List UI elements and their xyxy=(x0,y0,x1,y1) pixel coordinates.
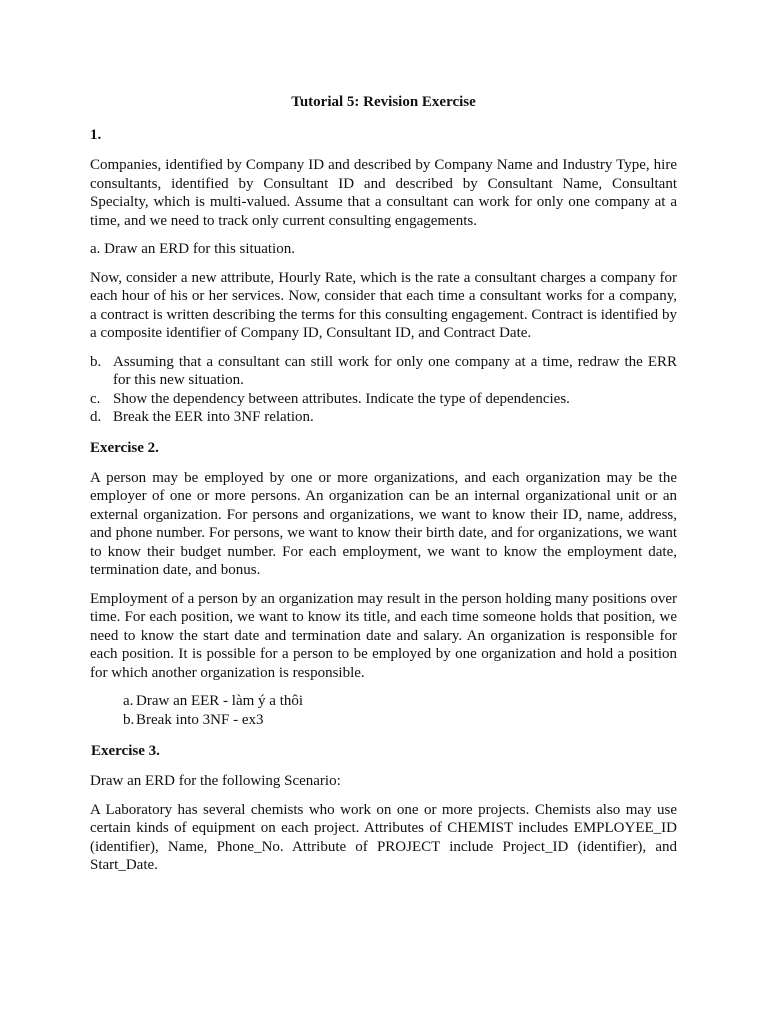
list-item-text: Assuming that a consultant can still work for only one company at a time, redraw the ERR for this new situation. xyxy=(113,353,677,388)
question-1-item-a: a. Draw an ERD for this situation. xyxy=(90,241,295,257)
list-marker: a. xyxy=(123,693,134,709)
question-1-paragraph-2: Now, consider a new attribute, Hourly Rate, which is the rate a consultant charges a company for each hour of his or her services. Now, consider that each time a consultant works for a company, a contract is written describing the terms for this consulting engagement. Contract is identified by a composite identifier of Company ID, Consultant ID, and Contract Date. xyxy=(90,269,677,341)
list-item xyxy=(90,711,677,730)
question-1-paragraph-1: Companies, identified by Company ID and described by Company Name and Industry Type, hire consultants, identified by Consultant ID and described by Consultant Name, Consultant Specialty, which is multi-valued. Assume that a consultant can work for only one company at a time, and we need to track only current consulting engagements. xyxy=(90,157,677,229)
list-marker: b. xyxy=(123,711,135,728)
exercise-2-list xyxy=(90,692,677,729)
list-item xyxy=(90,692,677,711)
list-item-text: Draw an EER - làm ý a thôi xyxy=(136,693,304,709)
question-1-list xyxy=(90,353,677,427)
exercise-3-intro: Draw an ERD for the following Scenario: xyxy=(90,773,341,789)
list-marker: b. xyxy=(90,353,102,370)
exercise-2-paragraph-2: Employment of a person by an organization may result in the person holding many positions over time. For each position, we want to know its title, and each time someone holds that position, we need to know the start date and termination date and salary. An organization is responsible for each position. It is possible for a person to be employed by one organization and hold a position for which another organization is responsible. xyxy=(90,590,677,681)
list-item-text: Break the EER into 3NF relation. xyxy=(113,409,314,425)
exercise-3-paragraph-1: A Laboratory has several chemists who work on one or more projects. Chemists also may use certain kinds of equipment on each project. Attributes of CHEMIST includes EMPLOYEE_ID (identifier), Name, Phone_No. Attribute of PROJECT include Project_ID (identifier), and Start_Date. xyxy=(90,801,677,873)
list-item-text: Show the dependency between attributes. Indicate the type of dependencies. xyxy=(113,390,570,407)
list-item xyxy=(90,408,677,427)
document-title: Tutorial 5: Revision Exercise xyxy=(291,94,476,110)
question-1-heading: 1. xyxy=(90,127,102,143)
document-page xyxy=(90,90,677,885)
exercise-3-heading: Exercise 3. xyxy=(91,743,160,759)
exercise-2-heading: Exercise 2. xyxy=(90,439,159,456)
list-marker: d. xyxy=(90,409,102,425)
list-marker: c. xyxy=(90,390,101,407)
exercise-2-paragraph-1: A person may be employed by one or more organizations, and each organization may be the employer of one or more persons. An organization can be an internal organizational unit or an external organization. For persons and organizations, we want to know their ID, name, address, and phone number. For persons, we want to know their birth date, and for organizations, we want to know their budget number. For each employment, we want to know the employment date, termination date, and bonus. xyxy=(90,469,677,578)
list-item-text: Break into 3NF - ex3 xyxy=(136,711,264,728)
list-item xyxy=(90,353,677,390)
list-item xyxy=(90,390,677,409)
